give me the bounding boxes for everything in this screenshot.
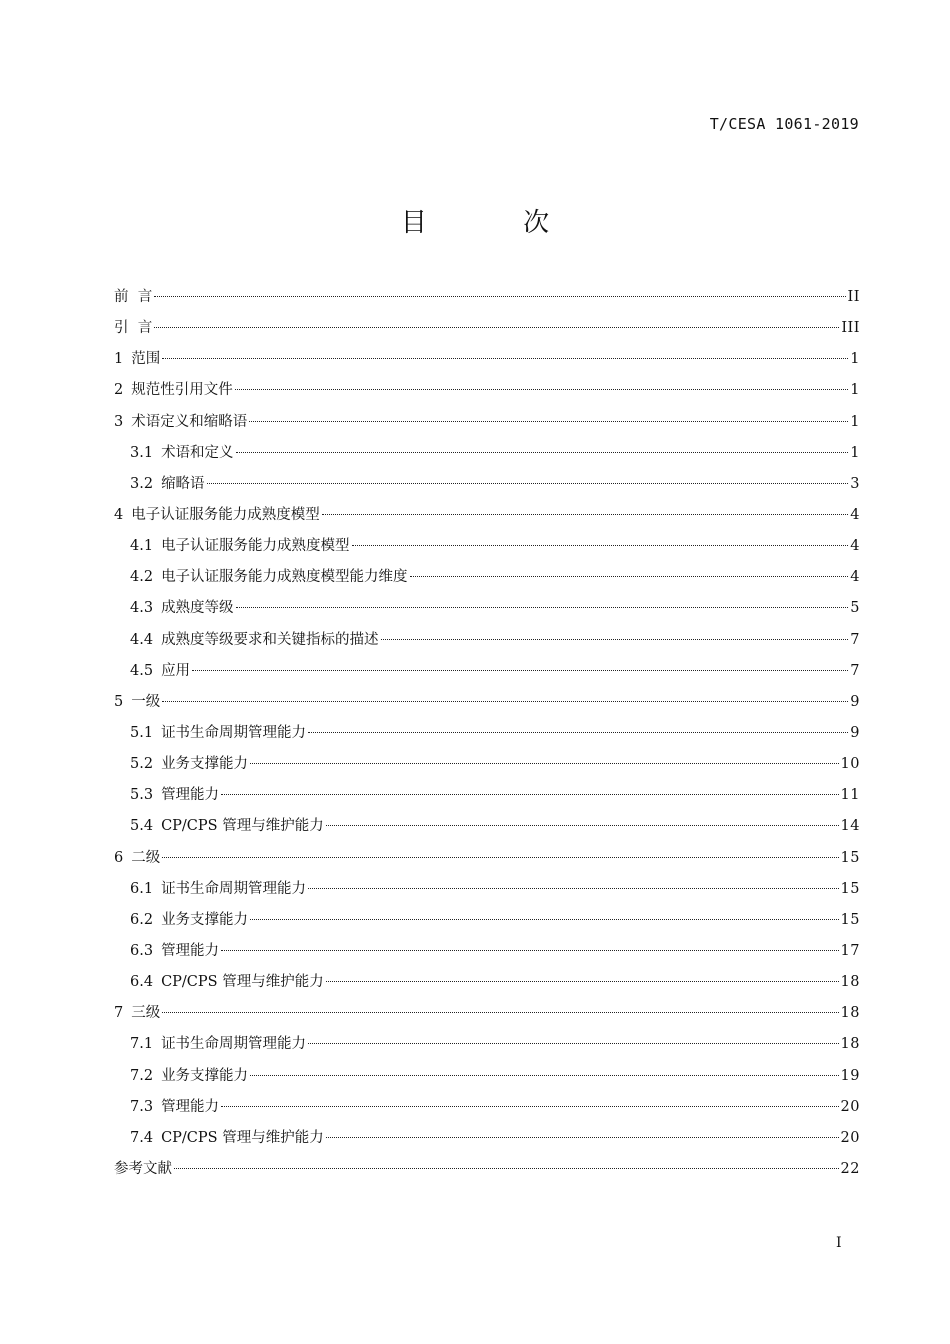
toc-entry-number: 4.4 [130,631,154,648]
toc-entry-number: 6.1 [130,880,154,897]
toc-entry-title: 电子认证服务能力成熟度模型 [131,506,320,523]
toc-dot-leader [250,1075,838,1076]
toc-dot-leader [221,1106,838,1107]
toc-entry-number: 5.4 [130,818,154,835]
toc-entry-title: 业务支撑能力 [161,1067,249,1084]
toc-entry-title: 规范性引用文件 [131,382,233,399]
toc-entry-title: CP/CPS 管理与维护能力 [161,818,324,835]
toc-entry-number: 3.2 [130,475,154,492]
toc-entry-number: 5.1 [130,724,154,741]
toc-entry-number: 7.4 [130,1129,154,1146]
toc-entry-number: 5.3 [130,787,154,804]
toc-entry[interactable] [114,811,860,842]
toc-entry[interactable] [114,313,860,344]
toc-entry-page: 3 [850,475,860,492]
toc-entry-page: 15 [840,911,860,928]
toc-entry-page: 4 [850,569,860,586]
toc-entry[interactable] [114,593,860,624]
toc-entry[interactable] [114,687,860,718]
toc-entry[interactable] [114,407,860,438]
toc-dot-leader [326,825,839,826]
toc-entry-title: CP/CPS 管理与维护能力 [161,1129,324,1146]
toc-entry-title: 二级 [131,849,161,866]
standard-code: T/CESA 1061-2019 [709,115,859,133]
toc-entry-title: 一级 [131,693,161,710]
toc-dot-leader [381,639,849,640]
toc-entry[interactable] [114,562,860,593]
toc-entry[interactable] [114,531,860,562]
toc-entry-number: 4.3 [130,600,154,617]
toc-dot-leader [236,607,849,608]
toc-dot-leader [308,1043,838,1044]
toc-entry-title: 证书生命周期管理能力 [161,724,307,741]
toc-entry[interactable] [114,1061,860,1092]
toc-entry-title: 证书生命周期管理能力 [161,880,307,897]
toc-entry-page: 17 [840,942,860,959]
toc-entry-number: 3 [114,413,124,430]
toc-entry-page: 9 [850,724,860,741]
toc-entry-number: 4.2 [130,569,154,586]
toc-entry-number: 3.1 [130,444,154,461]
toc-entry-page: III [841,320,860,337]
toc-entry-number: 1 [114,351,124,368]
toc-dot-leader [162,1012,838,1013]
toc-entry[interactable] [114,1123,860,1154]
toc-entry[interactable] [114,998,860,1029]
toc-dot-leader [221,794,838,795]
toc-entry-page: 10 [840,756,860,773]
toc-dot-leader [192,670,848,671]
toc-entry-number: 5.2 [130,756,154,773]
toc-dot-leader [250,919,838,920]
toc-entry-page: 20 [840,1098,860,1115]
toc-dot-leader [250,763,838,764]
toc-entry[interactable] [114,625,860,656]
toc-entry-page: 7 [850,631,860,648]
toc-entry-title: 引 言 [114,320,153,337]
toc-entry-title: 证书生命周期管理能力 [161,1036,307,1053]
toc-entry-title: 业务支撑能力 [161,911,249,928]
page-number: I [836,1235,842,1251]
toc-dot-leader [162,857,838,858]
toc-entry-page: 18 [840,1036,860,1053]
toc-entry-page: II [847,289,860,305]
toc-entry-page: 1 [850,444,860,461]
toc-entry[interactable] [114,874,860,905]
toc-entry-page: 15 [840,880,860,897]
toc-entry-number: 6 [114,849,124,866]
toc-entry[interactable] [114,718,860,749]
toc-dot-leader [154,327,839,328]
toc-dot-leader [326,981,839,982]
toc-entry-page: 15 [840,849,860,866]
toc-entry[interactable] [114,282,860,313]
toc-entry[interactable] [114,967,860,998]
toc-entry-title: 管理能力 [161,942,220,959]
toc-entry-title: 电子认证服务能力成熟度模型能力维度 [161,569,408,586]
toc-entry-page: 19 [840,1067,860,1084]
toc-entry[interactable] [114,500,860,531]
toc-entry-number: 7.1 [130,1036,154,1053]
toc-entry-number: 7.2 [130,1067,154,1084]
toc-entry-page: 20 [840,1129,860,1146]
toc-entry-number: 6.3 [130,942,154,959]
toc-dot-leader [221,950,838,951]
toc-entry[interactable] [114,905,860,936]
toc-entry[interactable] [114,1029,860,1060]
toc-entry[interactable] [114,344,860,375]
toc-entry-number: 4 [114,506,124,523]
toc-dot-leader [352,545,849,546]
toc-dot-leader [162,358,848,359]
toc-entry-page: 22 [840,1160,860,1177]
toc-entry-title: 范围 [131,351,161,368]
toc-entry-title: 前 言 [114,289,153,305]
toc-dot-leader [308,888,838,889]
toc-entry-title: 术语和定义 [161,444,234,461]
toc-entry[interactable] [114,656,860,687]
toc-entry[interactable] [114,1092,860,1123]
toc-entry[interactable] [114,749,860,780]
toc-entry-number: 4.1 [130,538,154,555]
toc-entry-page: 14 [840,818,860,835]
toc-entry-page: 1 [850,351,860,368]
toc-entry-number: 2 [114,382,124,399]
toc-entry[interactable] [114,1154,860,1185]
toc-entry-title: 成熟度等级要求和关键指标的描述 [161,631,379,648]
toc-entry-page: 18 [840,1005,860,1022]
toc-entry-title: 业务支撑能力 [161,756,249,773]
toc-entry-title: 参考文献 [114,1160,172,1177]
toc-entry-number: 7.3 [130,1098,154,1115]
toc-dot-leader [236,452,849,453]
toc-entry-page: 4 [850,538,860,555]
toc-dot-leader [326,1137,839,1138]
toc-entry-page: 18 [840,974,860,991]
toc-entry-title: 管理能力 [161,1098,220,1115]
toc-dot-leader [249,421,848,422]
toc-entry-title: 管理能力 [161,787,220,804]
toc-entry-number: 5 [114,693,124,710]
toc-entry-title: 应用 [161,662,191,679]
toc-entry-number: 4.5 [130,662,154,679]
toc-dot-leader [308,732,848,733]
toc-entry-page: 1 [850,413,860,430]
toc-entry-number: 7 [114,1005,124,1022]
toc-entry[interactable] [114,780,860,811]
page-title: 目 次 [400,208,594,238]
toc-dot-leader [235,389,849,390]
toc-entry-page: 11 [840,787,860,804]
toc-entry-page: 7 [850,662,860,679]
toc-entry-page: 1 [850,382,860,399]
toc-entry-title: 成熟度等级 [161,600,234,617]
toc-entry-title: 三级 [131,1005,161,1022]
toc-entry[interactable] [114,843,860,874]
toc-entry[interactable] [114,469,860,500]
toc-entry-title: 缩略语 [161,475,205,492]
table-of-contents [114,282,860,1185]
toc-entry-title: CP/CPS 管理与维护能力 [161,974,324,991]
toc-dot-leader [410,576,849,577]
toc-entry[interactable] [114,375,860,406]
toc-entry-page: 5 [850,600,860,617]
toc-entry-title: 电子认证服务能力成熟度模型 [161,538,350,555]
toc-entry-page: 4 [850,506,860,523]
toc-dot-leader [174,1168,839,1169]
toc-entry[interactable] [114,438,860,469]
toc-entry[interactable] [114,936,860,967]
toc-dot-leader [322,514,849,515]
toc-entry-title: 术语定义和缩略语 [131,413,248,430]
toc-dot-leader [207,483,849,484]
toc-entry-number: 6.4 [130,974,154,991]
toc-entry-page: 9 [850,693,860,710]
toc-dot-leader [162,701,848,702]
toc-entry-number: 6.2 [130,911,154,928]
toc-dot-leader [154,296,845,297]
